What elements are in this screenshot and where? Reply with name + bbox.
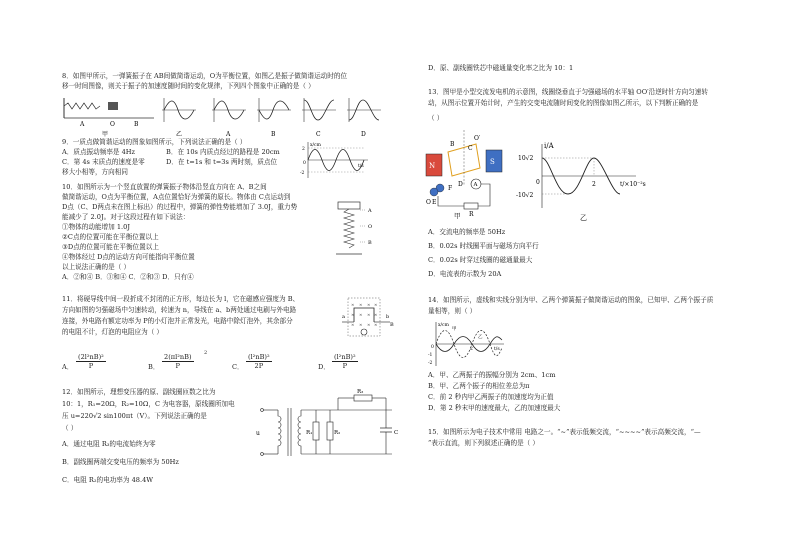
q11-a-numerator: (2l²nB)² bbox=[78, 353, 104, 361]
q9-tick-neg2: -2 bbox=[300, 171, 305, 176]
q8-label-jia: 甲 bbox=[102, 131, 109, 138]
q11-line1: 11．将硬导线中间一段折成不封闭的正方形，每边长为 l，它在磁感应强度为 B、 bbox=[62, 295, 300, 303]
q10-options: A．②和④ B．③和④ C．②和③ D．只有④ bbox=[62, 273, 194, 281]
q8-option-d-label: D bbox=[361, 131, 366, 138]
q10-letter-o: O bbox=[368, 224, 373, 230]
svg-text:×: × bbox=[351, 312, 355, 317]
q11-c-numerator: (l²nB)² bbox=[248, 353, 270, 361]
svg-text:×: × bbox=[359, 312, 363, 317]
q14-label-jia: 甲 bbox=[452, 327, 457, 332]
q11-c-denominator: 2P bbox=[254, 362, 264, 370]
q12-option-c: C．电阻 R₂的电功率为 48.4W bbox=[62, 476, 154, 484]
q9-option-d-line1: D．在 t=1s 和 t=3s 两时刻，质点位 bbox=[166, 158, 278, 166]
q15-line1: 15．如图所示为电子技术中常用 电路之一。“~”表示低频交流，“~~~~”表示高频交流，“— bbox=[428, 428, 701, 436]
svg-text:×: × bbox=[351, 322, 355, 327]
q12-line2: 10：1，R₁=20Ω，R₂=10Ω，C 为电容器，原线圈所加电 bbox=[62, 400, 235, 408]
q14-tick-2: 2 bbox=[470, 347, 473, 352]
q13-ammeter-a: A bbox=[473, 182, 478, 188]
q13-label-f: F bbox=[448, 185, 453, 192]
q11-b-numerator: 2(πl²nB) bbox=[164, 353, 192, 361]
q9-stem: 9．一质点做简谐运动的图象如图所示，下列说法正确的是（ ） bbox=[62, 138, 247, 146]
svg-text:×: × bbox=[374, 312, 378, 317]
q14-option-b: B．甲、乙两个振子的相位差总为π bbox=[428, 382, 530, 390]
q14-label-yi: 乙 bbox=[478, 335, 483, 340]
q13-label-e: E bbox=[432, 199, 437, 206]
q14-tick-neg1: -1 bbox=[428, 353, 433, 358]
q11-option-c-label: C． bbox=[232, 363, 244, 371]
q11-option-d-fraction bbox=[332, 353, 358, 370]
spring-shape bbox=[64, 103, 100, 109]
q10-spring-figure bbox=[330, 200, 376, 260]
q10-line2: 做简谐运动，O点为平衡位置，A点位置恰好为弹簧的原长。物体由 C点运动到 bbox=[62, 193, 291, 201]
q11-label-a: a bbox=[342, 314, 345, 320]
q12-transformer-circuit bbox=[256, 390, 402, 476]
q13-option-a: A．交流电的频率是 50Hz bbox=[428, 228, 506, 236]
q10-line5: ①物体的动能增加 1.0J bbox=[62, 223, 130, 231]
q14-oscillation-graph bbox=[428, 320, 508, 370]
q8-option-b-label: B bbox=[271, 131, 276, 138]
q13-label-b: B bbox=[450, 141, 455, 148]
q9-option-b: B．在 10s 内质点经过的路程是 20cm bbox=[166, 148, 280, 156]
q15-line2: ”表示直流，则下列叙述正确的是（ ） bbox=[428, 439, 539, 447]
q10-line8: ④物体经过 D点的运动方向可能指向平衡位置 bbox=[62, 253, 195, 261]
q12-line3: 压 u=220√2 sin100πt（V）。下列说法正确的是 bbox=[62, 412, 207, 420]
q10-line7: ③D点的位置可能在平衡位置以上 bbox=[62, 243, 159, 251]
q14-axis-y: x/cm bbox=[438, 323, 449, 328]
q13-option-c: C．0.02s 时穿过线圈的磁通量最大 bbox=[428, 256, 533, 264]
q11-loop-figure bbox=[340, 296, 400, 342]
q11-label-field: B bbox=[390, 322, 394, 328]
q11-option-d-label: D． bbox=[318, 363, 330, 371]
q14-line1: 14．如图所示，虚线和实线分别为甲、乙两个弹簧振子做简谐运动的图象，已知甲、乙两个振子质 bbox=[428, 296, 714, 304]
q13-label-o-prime: O′ bbox=[474, 135, 481, 142]
q10-line6: ②C点的位置可能在平衡位置以上 bbox=[62, 233, 159, 241]
q8-letter-b: B bbox=[134, 121, 139, 128]
q11-d-denominator: P bbox=[342, 362, 348, 370]
q11-d-numerator: (l²nB)² bbox=[334, 353, 356, 361]
q9-tick-2: 2 bbox=[302, 147, 305, 152]
q13-line3: （ ） bbox=[428, 114, 444, 122]
svg-text:×: × bbox=[374, 322, 378, 327]
q13-graph-max: 10√2 bbox=[518, 155, 534, 162]
q11-option-c-fraction bbox=[246, 353, 272, 370]
q14-axis-x: t/s bbox=[494, 347, 500, 352]
q13-label-r: R bbox=[469, 211, 474, 218]
q13-line1: 13．图甲是小型交流发电机的示意图，线圈绕垂直于匀强磁场的水平轴 OO′沿逆时针方向匀速转 bbox=[428, 88, 708, 96]
q13-label-o: O bbox=[426, 199, 431, 206]
q11-line3: 连接，外电路有额定功率为 P的小灯泡并正常发光，电路中除灯泡外，其余部分 bbox=[62, 317, 293, 325]
q13-label-jia: 甲 bbox=[454, 212, 461, 220]
q11-option-a-fraction bbox=[76, 353, 106, 370]
q13-graph-y-label: i/A bbox=[544, 142, 554, 150]
q13-generator-figure bbox=[420, 126, 520, 220]
q12-option-d: D．原、副线圈铁芯中磁通量变化率之比为 10：1 bbox=[428, 64, 574, 72]
q9-origin: 0 bbox=[303, 161, 306, 166]
q9-axis-x: t/s bbox=[358, 164, 364, 169]
svg-text:×: × bbox=[351, 302, 355, 307]
q11-line2: 方向如图的匀强磁场中匀速转动，转速为 n，导线在 a、b两处通过电刷与外电路 bbox=[62, 306, 297, 314]
q8-figures bbox=[62, 96, 382, 138]
q11-option-a-label: A． bbox=[62, 363, 74, 371]
svg-text:×: × bbox=[359, 322, 363, 327]
q12-option-b: B．副线圈两端交变电压的频率为 50Hz bbox=[62, 458, 179, 466]
q13-graph-origin: 0 bbox=[536, 179, 540, 186]
q14-tick-neg2: -2 bbox=[428, 361, 433, 366]
q13-label-s: S bbox=[490, 158, 495, 166]
q12-label-r3: R₃ bbox=[357, 389, 364, 395]
q10-letter-a: A bbox=[368, 208, 372, 214]
q14-option-a: A．甲、乙两振子的振幅分别为 2cm、1cm bbox=[428, 371, 556, 379]
q13-graph-min: -10√2 bbox=[516, 192, 534, 199]
q13-label-yi: 乙 bbox=[580, 214, 587, 222]
q8-letter-a: A bbox=[80, 121, 85, 128]
q9-axis-y: x/cm bbox=[310, 143, 321, 148]
q9-graph bbox=[300, 140, 370, 182]
q13-graph-x-label: t/×10⁻²s bbox=[620, 181, 646, 188]
q11-label-b: b bbox=[386, 314, 390, 320]
q11-a-denominator: P bbox=[88, 362, 94, 370]
q8-option-a-label: A bbox=[226, 131, 231, 138]
q13-label-n: N bbox=[429, 162, 436, 170]
q12-option-a: A．通过电阻 R₃的电流始终为零 bbox=[62, 440, 156, 448]
svg-text:×: × bbox=[367, 302, 371, 307]
svg-text:×: × bbox=[374, 302, 378, 307]
q10-line1: 10．如图所示为一个竖直放置的弹簧振子物体沿竖直方向在 A、B之间 bbox=[62, 183, 267, 191]
q13-option-b: B．0.02s 时线圈平面与磁场方向平行 bbox=[428, 242, 539, 250]
q13-graph-tick-2: 2 bbox=[592, 181, 596, 188]
q9-option-a: A．质点振动频率是 4Hz bbox=[62, 148, 136, 156]
q8-option-c-label: C bbox=[316, 131, 321, 138]
q11-option-b-label: B． bbox=[148, 363, 160, 371]
q14-origin: 0 bbox=[431, 345, 434, 350]
q13-label-d: D bbox=[458, 181, 463, 188]
q12-label-r2: R₂ bbox=[334, 430, 341, 436]
q13-line2: 动，从图示位置开始计时，产生的交变电流随时间变化的图像如图乙所示，以下判断正确的是 bbox=[428, 99, 699, 107]
q14-line2: 量相等，则（ ） bbox=[428, 307, 477, 315]
q13-label-c: C bbox=[468, 145, 473, 152]
q13-option-d: D．电流表的示数为 20A bbox=[428, 270, 502, 278]
q9-option-c: C．第 4s 末质点的速度是零 bbox=[62, 158, 145, 166]
q11-line4: 的电阻不计，灯泡的电阻应为（ ） bbox=[62, 328, 164, 336]
q11-option-b-fraction bbox=[162, 353, 194, 370]
q9-option-d-line2: 移大小相等，方向相同 bbox=[62, 168, 128, 176]
q8-letter-o: O bbox=[110, 121, 115, 128]
q12-label-u: u bbox=[256, 430, 260, 437]
svg-text:×: × bbox=[367, 312, 371, 317]
svg-text:×: × bbox=[367, 322, 371, 327]
q8-stem-line1: 8．如图甲所示，一弹簧振子在 AB间做简谐运动，O为平衡位置，如图乙是振子做简谐运动时的位 bbox=[62, 72, 348, 80]
q14-option-d: D．第 2 秒末甲的速度最大，乙的加速度最大 bbox=[428, 404, 561, 412]
q14-option-c: C．前 2 秒内甲乙两振子的加速度均为正值 bbox=[428, 393, 554, 401]
q12-label-r1: R₁ bbox=[306, 430, 313, 436]
q13-current-graph bbox=[516, 140, 656, 226]
q10-line4: 能减少了 2.0J。对于这段过程有如下说法： bbox=[62, 213, 190, 221]
q10-letter-b: B bbox=[368, 240, 372, 246]
q8-stem-line2: 移一时间图像，则关于振子的加速度随时间的变化规律，下列四个图象中正确的是（ ） bbox=[62, 82, 315, 90]
q12-line4: （ ） bbox=[62, 424, 78, 432]
q8-label-yi: 乙 bbox=[176, 131, 183, 138]
q12-label-c: C bbox=[394, 430, 399, 436]
q11-b-exponent: 2 bbox=[204, 350, 208, 356]
q10-line3: D点（C、D两点未在图上标出）的过程中，弹簧的弹性势能增加了 3.0J，重力势 bbox=[62, 203, 298, 211]
q12-line1: 12．如图所示，理想变压器的原、副线圈匝数之比为 bbox=[62, 388, 216, 396]
q10-line9: 以上说法正确的是（ ） bbox=[62, 263, 131, 271]
svg-text:×: × bbox=[359, 302, 363, 307]
q11-b-denominator: P bbox=[175, 362, 180, 370]
